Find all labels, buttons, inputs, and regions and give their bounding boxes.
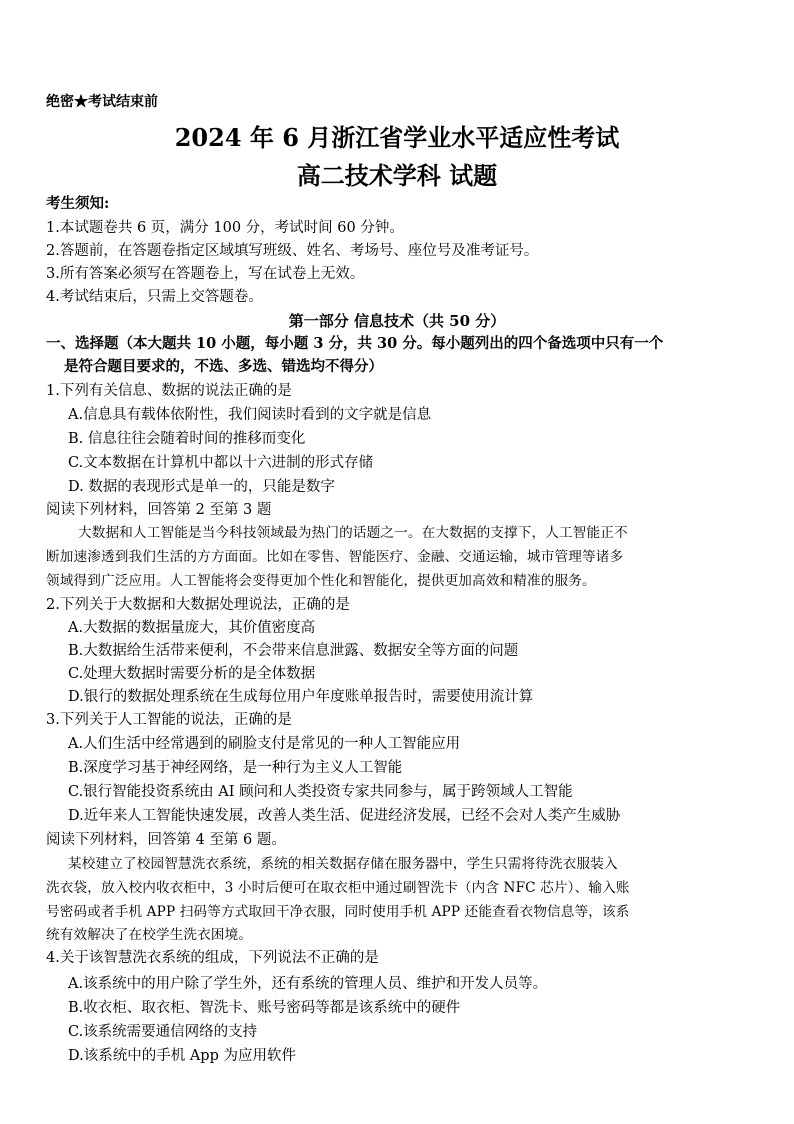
question-3-option-b: B.深度学习基于神经网络，是一种行为主义人工智能 xyxy=(68,760,403,776)
question-3-stem: 3.下列关于人工智能的说法，正确的是 xyxy=(46,712,292,728)
question-2-option-a: A.大数据的数据量庞大，其价值密度高 xyxy=(68,620,316,636)
section-instructions-line2: 是符合题目要求的，不选、多选、错选均不得分） xyxy=(64,358,383,375)
reading-1-intro: 阅读下列材料，回答第 2 至第 3 题 xyxy=(46,502,272,518)
reading-1-line-1: 大数据和人工智能是当今科技领域最为热门的话题之一。在大数据的支撑下，人工智能正不 xyxy=(78,525,628,541)
question-4-option-a: A.该系统中的用户除了学生外，还有系统的管理人员、维护和开发人员等。 xyxy=(68,976,548,992)
section-instructions-line1: 一、选择题（本大题共 10 小题，每小题 3 分，共 30 分。每小题列出的四个备选项中只有一个 xyxy=(46,335,664,352)
question-4-option-d: D.该系统中的手机 App 为应用软件 xyxy=(68,1048,296,1064)
reading-2-line-2: 洗衣袋，放入校内收衣柜中，3 小时后便可在取衣柜中通过刷智洗卡（内含 NFC 芯片）、输入账 xyxy=(46,880,630,896)
reading-2-line-3: 号密码或者手机 APP 扫码等方式取回干净衣服，同时使用手机 APP 还能查看衣物信息等，该系 xyxy=(46,904,630,920)
reading-1-line-3: 领域得到广泛应用。人工智能将会变得更加个性化和智能化，提供更加高效和精准的服务。 xyxy=(46,573,596,589)
notice-item-3: 3.所有答案必须写在答题卷上，写在试卷上无效。 xyxy=(46,266,365,282)
question-3-option-c: C.银行智能投资系统由 AI 顾问和人类投资专家共同参与，属于跨领域人工智能 xyxy=(68,784,573,800)
question-1-option-d: D. 数据的表现形式是单一的，只能是数字 xyxy=(68,479,335,495)
question-4-option-b: B.收衣柜、取衣柜、智洗卡、账号密码等都是该系统中的硬件 xyxy=(68,1000,461,1016)
notice-item-4: 4.考试结束后，只需上交答题卷。 xyxy=(46,289,263,305)
exam-title: 2024 年 6 月浙江省学业水平适应性考试 xyxy=(174,123,620,152)
question-2-option-c: C.处理大数据时需要分析的是全体数据 xyxy=(68,666,316,682)
notice-item-2: 2.答题前，在答题卷指定区域填写班级、姓名、考场号、座位号及准考证号。 xyxy=(46,243,539,259)
exam-subtitle: 高二技术学科 试题 xyxy=(296,161,498,190)
question-3-option-d: D.近年来人工智能快速发展，改善人类生活、促进经济发展，已经不会对人类产生威胁 xyxy=(68,808,621,824)
confidential-label: 绝密★考试结束前 xyxy=(46,94,158,110)
reading-1-line-2: 断加速渗透到我们生活的方方面面。比如在零售、智能医疗、金融、交通运输，城市管理等诸多 xyxy=(46,549,624,565)
reading-2-line-1: 某校建立了校园智慧洗衣系统，系统的相关数据存储在服务器中，学生只需将待洗衣服装入 xyxy=(68,856,618,872)
question-2-option-b: B.大数据给生活带来便利，不会带来信息泄露、数据安全等方面的问题 xyxy=(68,643,519,659)
question-1-option-a: A.信息具有载体依附性，我们阅读时看到的文字就是信息 xyxy=(68,407,432,423)
question-4-option-c: C.该系统需要通信网络的支持 xyxy=(68,1024,258,1040)
question-3-option-a: A.人们生活中经常遇到的刷脸支付是常见的一种人工智能应用 xyxy=(68,736,461,752)
question-1-option-c: C.文本数据在计算机中都以十六进制的形式存储 xyxy=(68,455,374,471)
notice-item-1: 1.本试题卷共 6 页，满分 100 分，考试时间 60 分钟。 xyxy=(46,220,404,236)
part-title: 第一部分 信息技术（共 50 分） xyxy=(288,312,506,330)
question-1-stem: 1.下列有关信息、数据的说法正确的是 xyxy=(46,383,292,399)
question-4-stem: 4.关于该智慧洗衣系统的组成，下列说法不正确的是 xyxy=(46,950,379,966)
reading-2-line-4: 统有效解决了在校学生洗衣困境。 xyxy=(46,927,253,943)
reading-2-intro: 阅读下列材料，回答第 4 至第 6 题。 xyxy=(46,832,286,848)
notice-heading: 考生须知: xyxy=(46,195,110,212)
question-2-stem: 2.下列关于大数据和大数据处理说法，正确的是 xyxy=(46,597,350,613)
question-1-option-b: B. 信息往往会随着时间的推移而变化 xyxy=(68,431,306,447)
question-2-option-d: D.银行的数据处理系统在生成每位用户年度账单报告时，需要使用流计算 xyxy=(68,689,534,705)
